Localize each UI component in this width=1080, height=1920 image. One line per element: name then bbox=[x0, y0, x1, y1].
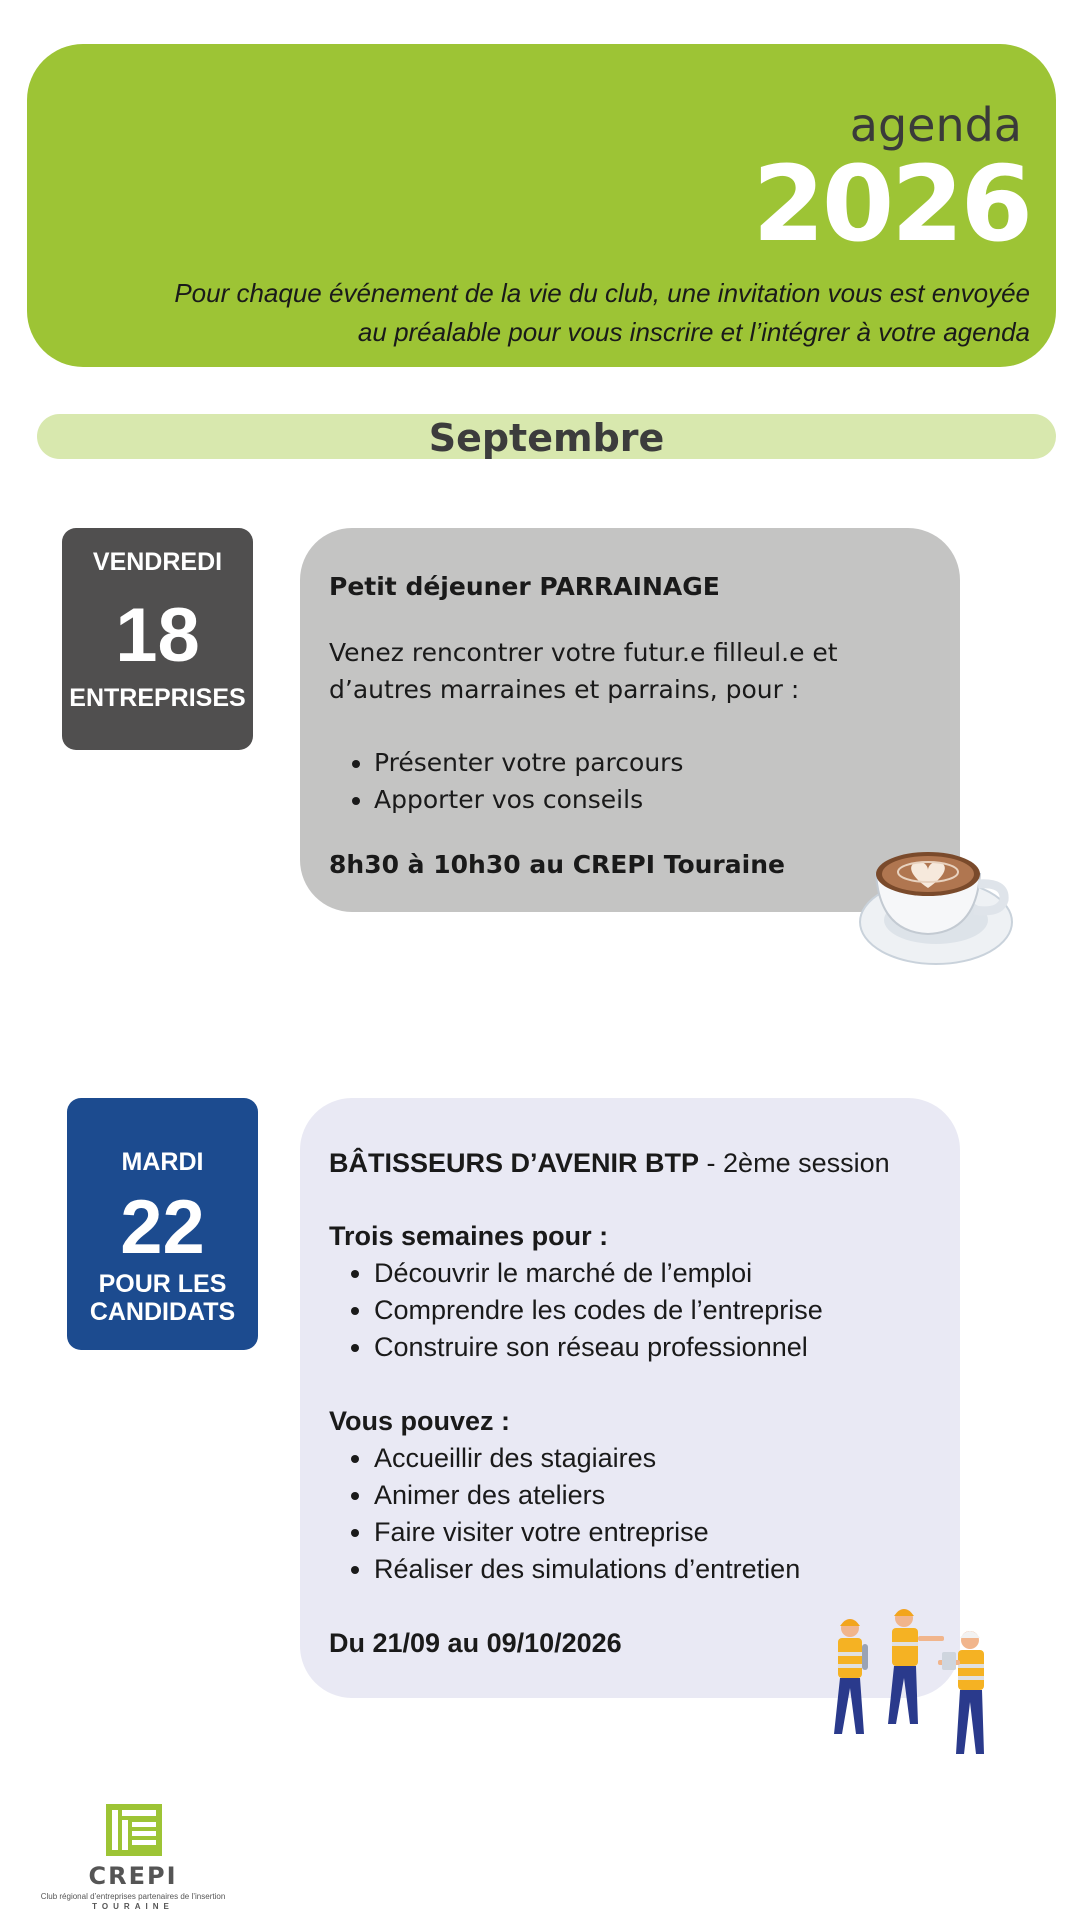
event-audience-line1: POUR LES bbox=[98, 1270, 227, 1298]
header-note-line2: au préalable pour vous inscrire et l’intégrer à votre agenda bbox=[357, 317, 1030, 347]
event-audience-line2: CANDIDATS bbox=[89, 1298, 236, 1326]
event-day-of-week: MARDI bbox=[121, 1148, 204, 1176]
event-goals-list bbox=[329, 1255, 932, 1366]
agenda-year: 2026 bbox=[752, 143, 1030, 265]
event-bullet-list bbox=[329, 744, 932, 818]
list-item: • Animer des ateliers bbox=[374, 1477, 932, 1514]
event-dates: Du 21/09 au 09/10/2026 bbox=[329, 1628, 622, 1658]
list-item: • Construire son réseau professionnel bbox=[374, 1329, 932, 1366]
crepi-logo-city: TOURAINE bbox=[92, 1902, 174, 1911]
event-time: 8h30 à 10h30 au CREPI Touraine bbox=[329, 850, 785, 879]
month-label: Septembre bbox=[428, 416, 665, 460]
event-lead-actions: Vous pouvez : bbox=[329, 1406, 511, 1436]
event-day-number: 18 bbox=[115, 593, 200, 678]
crepi-logo-tagline: Club régional d’entreprises partenaires de l’insertion bbox=[40, 1892, 226, 1901]
crepi-logo-name: CREPI bbox=[88, 1862, 178, 1890]
event-actions-list bbox=[329, 1440, 932, 1588]
event-day-of-week: VENDREDI bbox=[92, 548, 223, 576]
coffee-cup-icon bbox=[858, 840, 1018, 970]
event-title bbox=[329, 1144, 932, 1182]
event-lead-goals: Trois semaines pour : bbox=[329, 1221, 609, 1251]
event-title-main: BÂTISSEURS D’AVENIR BTP bbox=[329, 1148, 700, 1178]
list-item: • Présenter votre parcours bbox=[374, 744, 932, 781]
event-audience: ENTREPRISES bbox=[69, 684, 246, 712]
month-banner bbox=[37, 414, 1056, 459]
header-note bbox=[70, 274, 1030, 352]
list-item: • Faire visiter votre entreprise bbox=[374, 1514, 932, 1551]
event-date-box bbox=[62, 528, 253, 750]
event-intro: Venez rencontrer votre futur.e filleul.e et d’autres marraines et parrains, pour : bbox=[329, 638, 838, 704]
agenda-label: agenda bbox=[849, 98, 1022, 152]
event-title: Petit déjeuner PARRAINAGE bbox=[329, 572, 720, 601]
agenda-header bbox=[27, 44, 1056, 367]
construction-workers-icon bbox=[820, 1606, 1010, 1776]
list-item: • Accueillir des stagiaires bbox=[374, 1440, 932, 1477]
list-item: • Réaliser des simulations d’entretien bbox=[374, 1551, 932, 1588]
list-item: • Apporter vos conseils bbox=[374, 781, 932, 818]
header-note-line1: Pour chaque événement de la vie du club, une invitation vous est envoyée bbox=[174, 278, 1030, 308]
event-audience bbox=[61, 1270, 264, 1326]
crepi-logo-mark bbox=[28, 1800, 238, 1860]
event-date-box bbox=[67, 1098, 258, 1350]
event-title-session: - 2ème session bbox=[699, 1148, 890, 1178]
list-item: • Découvrir le marché de l’emploi bbox=[374, 1255, 932, 1292]
crepi-logo bbox=[28, 1800, 238, 1911]
event-day-number: 22 bbox=[120, 1185, 205, 1270]
list-item: • Comprendre les codes de l’entreprise bbox=[374, 1292, 932, 1329]
